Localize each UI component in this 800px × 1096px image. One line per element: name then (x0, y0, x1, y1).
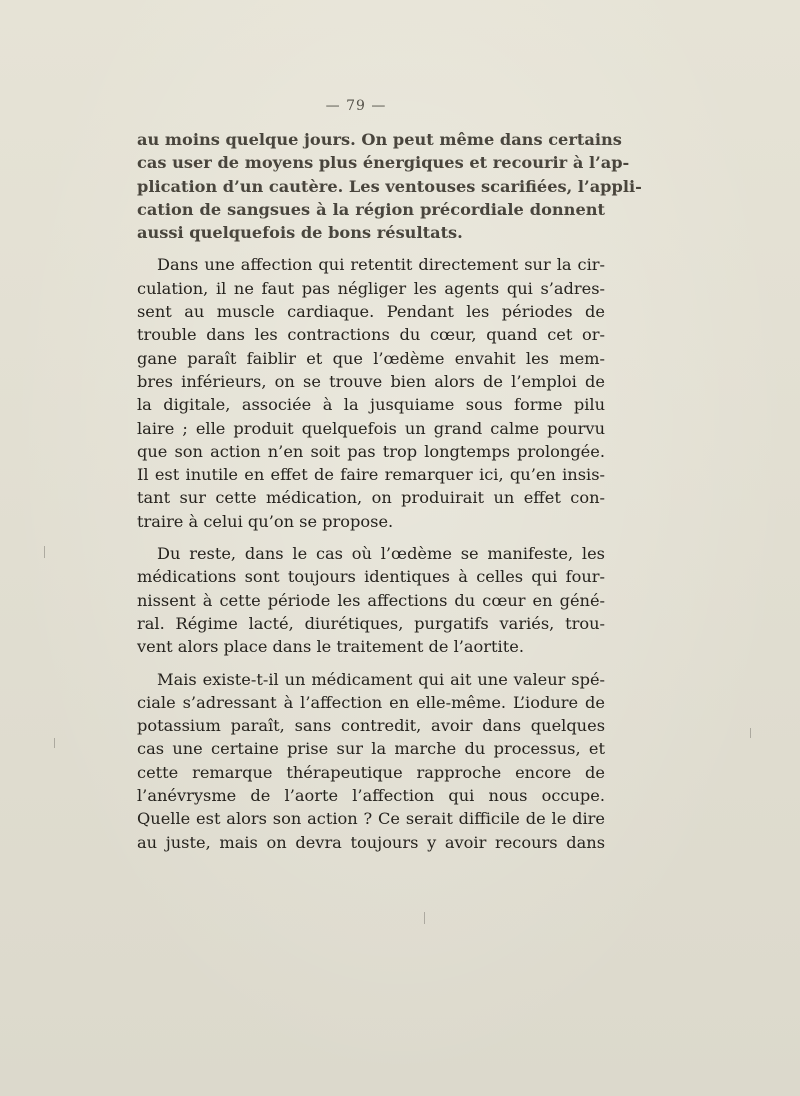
text-line: l’anévrysme de l’aorte l’affection qui nous occupe. (137, 786, 605, 806)
text-line: au moins quelque jours. On peut même dans certains (137, 130, 622, 149)
paper-scratch (54, 738, 55, 748)
text-line: ral. Régime lacté, diurétiques, purgatifs variés, trou- (137, 613, 605, 633)
paper-scratch (44, 546, 45, 558)
paragraph-2 (137, 253, 605, 533)
text-line: gane paraît faiblir et que l’œdème envahit les mem- (137, 348, 605, 368)
paper-scratch (424, 912, 425, 924)
paragraph-3 (137, 542, 605, 658)
text-line: bres inférieurs, on se trouve bien alors de l’emploi de (137, 371, 605, 391)
text-line: nissent à cette période les affections du cœur en géné- (137, 590, 605, 610)
text-line: cette remarque thérapeutique rapproche encore de (137, 762, 605, 782)
text-line: tant sur cette médication, on produirait un effet con- (137, 488, 605, 508)
text-line: Quelle est alors son action ? Ce serait difficile de le dire (137, 809, 605, 829)
text-line: vent alors place dans le traitement de l’aortite. (137, 637, 524, 657)
text-line: que son action n’en soit pas trop longtemps prolongée. (137, 441, 605, 461)
text-line: traire à celui qu’on se propose. (137, 511, 394, 531)
text-line: trouble dans les contractions du cœur, quand cet or- (137, 325, 605, 345)
text-line: médications sont toujours identiques à celles qui four- (137, 567, 605, 587)
text-line: au juste, mais on devra toujours y avoir recours dans (137, 832, 605, 852)
text-line: Dans une affection qui retentit directement sur la cir- (157, 255, 605, 275)
text-line: laire ; elle produit quelquefois un grand calme pourvu (137, 418, 605, 438)
text-line: plication d’un cautère. Les ventouses scarifiées, l’appli- (137, 176, 642, 196)
text-line: la digitale, associée à la jusquiame sous forme pilu (137, 395, 605, 415)
text-line: Il est inutile en effet de faire remarquer ici, qu’en insis- (137, 465, 605, 485)
body-text (137, 128, 642, 854)
paper-scratch (750, 728, 751, 738)
text-line: aussi quelquefois de bons résultats. (137, 223, 463, 243)
text-line: Mais existe-t-il un médicament qui ait une valeur spé- (157, 669, 605, 689)
text-line: potassium paraît, sans contredit, avoir dans quelques (137, 716, 605, 736)
text-line: cas une certaine prise sur la marche du processus, et (137, 739, 605, 759)
text-line: Du reste, dans le cas où l’œdème se manifeste, les (157, 544, 605, 564)
text-line: sent au muscle cardiaque. Pendant les périodes de (137, 302, 605, 322)
text-line: culation, il ne faut pas négliger les agents qui s’adres- (137, 278, 605, 298)
text-line: cation de sangsues à la région précordiale donnent (137, 199, 605, 219)
text-line: ciale s’adressant à l’affection en elle-même. L’iodure de (137, 692, 605, 712)
page-number: — 79 — (325, 98, 387, 114)
text-line: cas user de moyens plus énergiques et recourir à l’ap- (137, 153, 630, 173)
paragraph-1 (137, 128, 642, 244)
paragraph-4 (137, 668, 605, 854)
